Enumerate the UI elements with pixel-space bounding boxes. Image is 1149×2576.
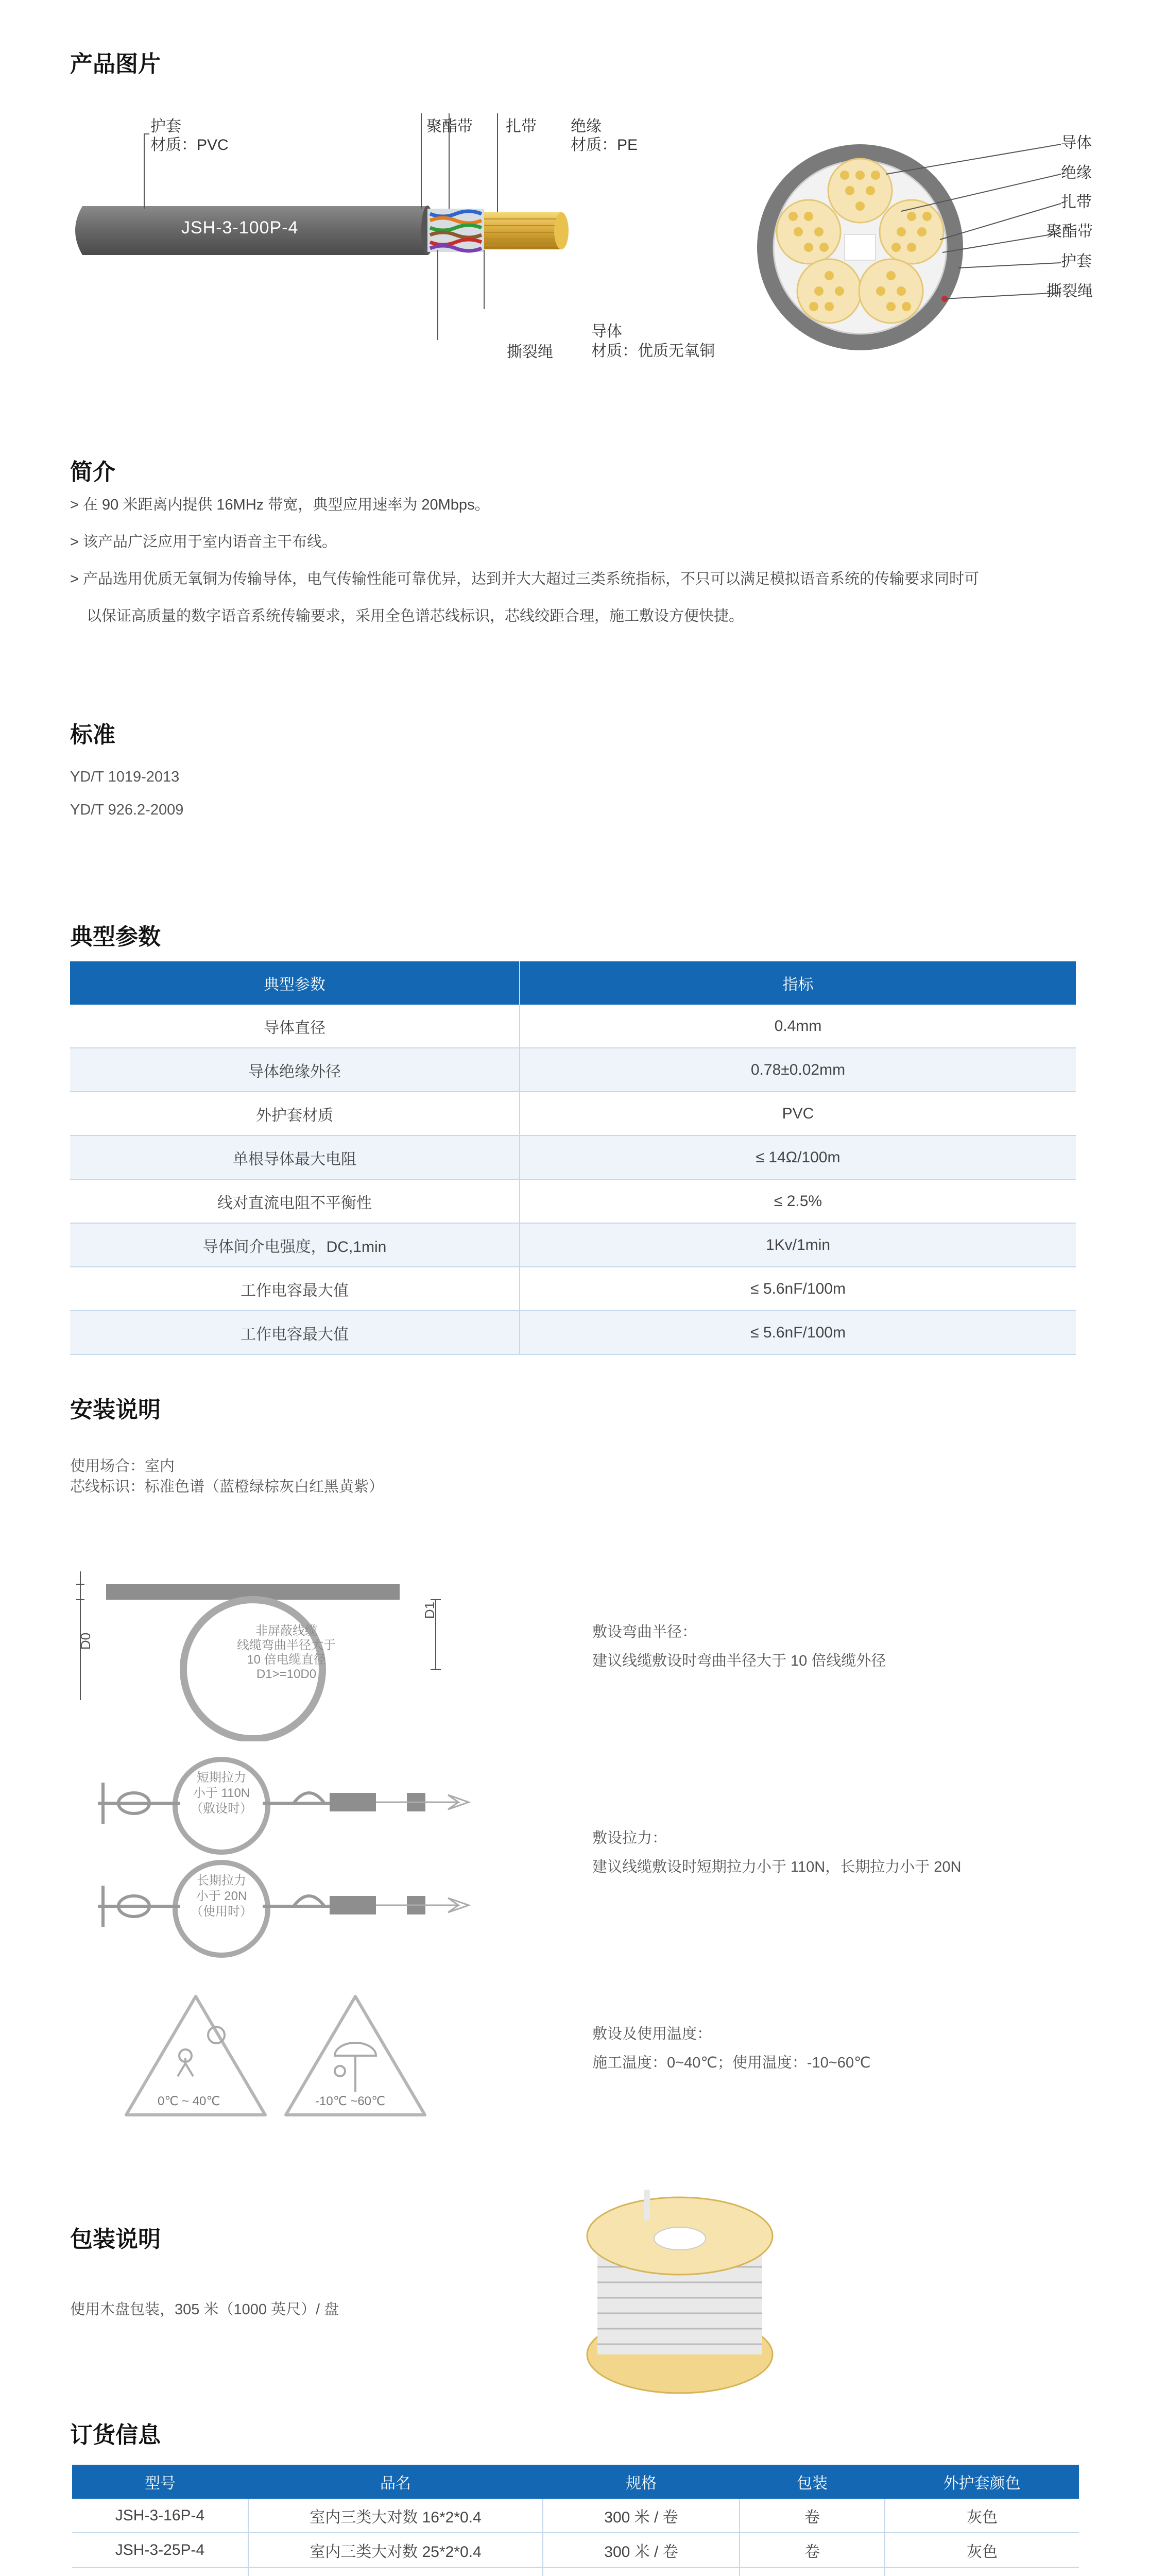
section-title-order: 订货信息 (70, 2422, 161, 2448)
section-title-install: 安装说明 (70, 1397, 161, 1422)
bend-radius-title: 敷设弯曲半径： (592, 1624, 697, 1640)
intro-line: > 在 90 米距离内提供 16MHz 带宽，典型应用速率为 20Mbps。 (70, 497, 490, 513)
short-pull-line: 短期拉力 (197, 1771, 246, 1785)
d1-label: D1 (422, 1601, 438, 1619)
params-row (70, 1223, 1076, 1267)
param-value: ≤ 2.5% (520, 1179, 1076, 1223)
label-jacket-material: 材质：PVC (150, 137, 229, 154)
label-insulation-material: 材质：PE (571, 137, 638, 154)
order-package (740, 2567, 885, 2576)
bend-radius-text: 建议线缆敷设时弯曲半径大于 10 倍线缆外径 (592, 1653, 886, 1669)
bend-note-line: 非屏蔽线缆 (255, 1624, 317, 1638)
standard-list (70, 760, 183, 826)
packing-text: 使用木盘包装，305 米（1000 英尺）/ 盘 (70, 2301, 339, 2318)
intro-line: 以保证高质量的数字语音系统传输要求，采用全色谱芯线标识，芯线绞距合理，施工敷设方便快捷。 (87, 608, 744, 624)
label-insulation: 绝缘 (571, 118, 602, 135)
long-pull-line: （使用时） (191, 1905, 252, 1919)
label-conductor-material: 材质：优质无氧铜 (591, 343, 715, 360)
order-name (248, 2567, 543, 2576)
param-value: 0.78±0.02mm (520, 1048, 1076, 1092)
cable-label: JSH-3-100P-4 (181, 218, 299, 238)
param-name: 单根导体最大电阻 (70, 1136, 520, 1179)
short-pull-note (185, 1770, 258, 1817)
label-binder: 扎带 (506, 118, 537, 135)
param-name: 导体间介电强度，DC,1min (70, 1223, 520, 1267)
params-row (70, 1136, 1076, 1179)
order-model (72, 2567, 248, 2576)
install-usage-block (70, 1456, 384, 1497)
params-row (70, 1005, 1076, 1048)
section-title-product-images: 产品图片 (70, 52, 161, 77)
intro-line: > 产品选用优质无氧铜为传输导体，电气传输性能可靠优异，达到并大大超过三类系统指标，不只可以满足模拟语音系统的传输要求同时可 (70, 571, 979, 587)
pull-force-desc (592, 1824, 962, 1882)
order-header-model: 型号 (72, 2465, 248, 2499)
order-name: 室内三类大对数 25*2*0.4 (248, 2533, 543, 2567)
order-header-row (72, 2465, 1079, 2499)
section-label-conductor: 导体 (1061, 134, 1092, 151)
intro-line: > 该产品广泛应用于室内语音主干布线。 (70, 534, 337, 550)
long-pull-line: 长期拉力 (197, 1874, 246, 1888)
temp-range-usage: -10℃ ~60℃ (315, 2094, 385, 2108)
order-name: 室内三类大对数 16*2*0.4 (248, 2499, 543, 2533)
cable-cross-section (731, 113, 1102, 381)
param-name: 线对直流电阻不平衡性 (70, 1179, 520, 1223)
params-row (70, 1048, 1076, 1092)
pull-force-title: 敷设拉力： (592, 1830, 667, 1846)
order-row (72, 2499, 1079, 2533)
short-pull-line: （敷设时） (191, 1802, 252, 1816)
bend-note-line: D1>=10D0 (256, 1667, 317, 1681)
param-value: ≤ 5.6nF/100m (520, 1311, 1076, 1354)
params-header-name: 典型参数 (70, 961, 520, 1005)
param-value: 0.4mm (520, 1005, 1076, 1048)
pull-force-text: 建议线缆敷设时短期拉力小于 110N，长期拉力小于 20N (592, 1859, 962, 1875)
order-model: JSH-3-16P-4 (72, 2499, 248, 2533)
param-value: ≤ 14Ω/100m (520, 1136, 1076, 1179)
order-header-jacket-color: 外护套颜色 (885, 2465, 1079, 2499)
order-package: 卷 (740, 2499, 885, 2533)
param-value: PVC (520, 1092, 1076, 1136)
order-header-name: 品名 (248, 2465, 543, 2499)
section-title-packing: 包装说明 (70, 2227, 161, 2252)
standard-item: YD/T 1019-2013 (70, 769, 180, 785)
temperature-desc (592, 2020, 871, 2077)
short-pull-line: 小于 110N (193, 1786, 250, 1800)
param-name: 导体直径 (70, 1005, 520, 1048)
param-value: 1Kv/1min (520, 1223, 1076, 1267)
label-ripcord: 撕裂绳 (507, 344, 553, 361)
order-spec: 300 米 / 卷 (543, 2499, 740, 2533)
param-name: 工作电容最大值 (70, 1267, 520, 1311)
params-table (70, 961, 1076, 1355)
param-name: 外护套材质 (70, 1092, 520, 1136)
pull-force-diagram (88, 1752, 489, 1968)
section-title-intro: 简介 (70, 460, 115, 485)
params-row (70, 1311, 1076, 1354)
section-title-params: 典型参数 (70, 924, 161, 950)
temp-range-construction: 0℃ ~ 40℃ (158, 2094, 220, 2108)
order-table (72, 2465, 1079, 2576)
label-polyester-tape: 聚酯带 (426, 118, 473, 135)
install-usage: 使用场合：室内 (70, 1458, 175, 1475)
param-name: 工作电容最大值 (70, 1311, 520, 1354)
order-row (72, 2567, 1079, 2576)
label-conductor: 导体 (591, 323, 622, 340)
bend-note-line: 线缆弯曲半径大于 (237, 1638, 336, 1652)
section-label-ripcord: 撕裂绳 (1047, 283, 1093, 300)
param-name: 导体绝缘外径 (70, 1048, 520, 1092)
long-pull-line: 小于 20N (196, 1889, 247, 1903)
intro-body (70, 486, 1090, 635)
order-jacket-color: 灰色 (885, 2499, 1079, 2533)
section-label-binder: 扎带 (1061, 194, 1092, 211)
bend-note-line: 10 倍电缆直径 (247, 1653, 326, 1667)
temperature-title: 敷设及使用温度： (592, 2026, 712, 2042)
label-jacket: 护套 (150, 118, 181, 135)
install-color-code: 芯线标识：标准色谱（蓝橙绿棕灰白红黑黄紫） (70, 1479, 384, 1495)
section-title-standard: 标准 (70, 722, 115, 748)
section-label-insulation: 绝缘 (1061, 164, 1092, 181)
order-spec (543, 2567, 740, 2576)
section-label-polyester-tape: 聚酯带 (1047, 223, 1093, 240)
standard-item: YD/T 926.2-2009 (70, 802, 184, 818)
order-jacket-color: 灰色 (885, 2533, 1079, 2567)
order-package: 卷 (740, 2533, 885, 2567)
params-row (70, 1179, 1076, 1223)
params-row (70, 1092, 1076, 1136)
order-model: JSH-3-25P-4 (72, 2533, 248, 2567)
params-header-value: 指标 (520, 961, 1076, 1005)
order-row (72, 2533, 1079, 2567)
order-jacket-color (885, 2567, 1079, 2576)
order-spec: 300 米 / 卷 (543, 2533, 740, 2567)
param-value: ≤ 5.6nF/100m (520, 1267, 1076, 1311)
d0-label: D0 (78, 1632, 94, 1650)
temperature-text: 施工温度：0~40℃；使用温度：-10~60℃ (592, 2055, 871, 2071)
bend-radius-note (199, 1624, 374, 1682)
order-header-spec: 规格 (543, 2465, 740, 2499)
long-pull-note (185, 1873, 258, 1920)
params-row (70, 1267, 1076, 1311)
cable-reel-image (577, 2174, 793, 2401)
params-header-row (70, 961, 1076, 1005)
section-label-jacket: 护套 (1061, 253, 1092, 270)
bend-radius-desc (592, 1618, 886, 1675)
order-header-package: 包装 (740, 2465, 885, 2499)
